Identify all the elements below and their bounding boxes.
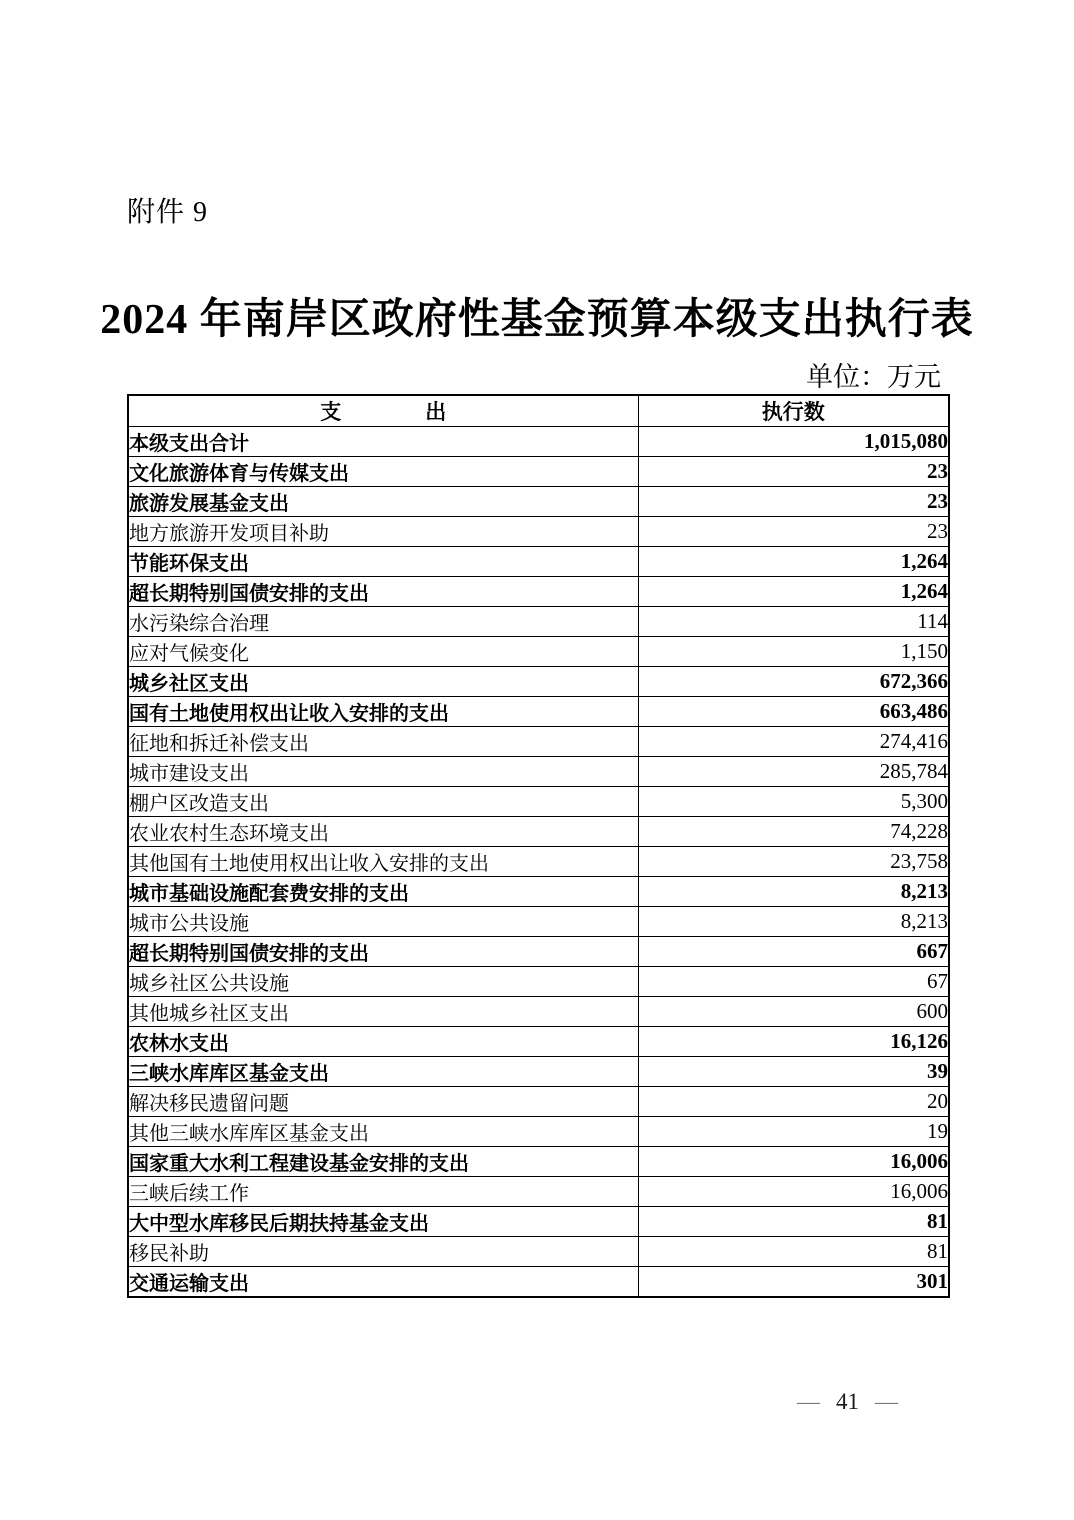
execution-amount: 1,264 bbox=[638, 577, 949, 607]
execution-amount: 81 bbox=[638, 1207, 949, 1237]
page-title: 2024 年南岸区政府性基金预算本级支出执行表 bbox=[100, 297, 974, 343]
expenditure-item-label: 其他城乡社区支出 bbox=[128, 997, 638, 1027]
unit-label: 单位：万元 bbox=[806, 362, 941, 392]
table-row bbox=[128, 1177, 949, 1207]
execution-amount: 23 bbox=[638, 457, 949, 487]
expenditure-item-label: 本级支出合计 bbox=[128, 427, 638, 457]
expenditure-item-label: 水污染综合治理 bbox=[128, 607, 638, 637]
expenditure-item-label: 城乡社区公共设施 bbox=[128, 967, 638, 997]
table-row bbox=[128, 907, 949, 937]
execution-amount: 285,784 bbox=[638, 757, 949, 787]
expenditure-item-label: 解决移民遗留问题 bbox=[128, 1087, 638, 1117]
page-number bbox=[797, 1389, 898, 1415]
table-row bbox=[128, 967, 949, 997]
table-row bbox=[128, 847, 949, 877]
page-number-value: 41 bbox=[836, 1389, 859, 1414]
expenditure-item-label: 城乡社区支出 bbox=[128, 667, 638, 697]
attachment-label: 附件 9 bbox=[127, 197, 209, 228]
column-header-execution: 执行数 bbox=[638, 395, 949, 427]
execution-amount: 114 bbox=[638, 607, 949, 637]
budget-table bbox=[127, 394, 950, 1298]
expenditure-item-label: 城市公共设施 bbox=[128, 907, 638, 937]
expenditure-item-label: 其他国有土地使用权出让收入安排的支出 bbox=[128, 847, 638, 877]
table-header-row bbox=[128, 395, 949, 427]
execution-amount: 81 bbox=[638, 1237, 949, 1267]
table-row bbox=[128, 577, 949, 607]
expenditure-item-label: 征地和拆迁补偿支出 bbox=[128, 727, 638, 757]
table-row bbox=[128, 607, 949, 637]
execution-amount: 5,300 bbox=[638, 787, 949, 817]
table-row bbox=[128, 547, 949, 577]
table-row bbox=[128, 937, 949, 967]
expenditure-item-label: 大中型水库移民后期扶持基金支出 bbox=[128, 1207, 638, 1237]
table-row bbox=[128, 667, 949, 697]
table-row bbox=[128, 517, 949, 547]
execution-amount: 16,006 bbox=[638, 1177, 949, 1207]
table-row bbox=[128, 1087, 949, 1117]
execution-amount: 600 bbox=[638, 997, 949, 1027]
table-row bbox=[128, 427, 949, 457]
page-number-dash-right: — bbox=[875, 1389, 898, 1414]
table-row bbox=[128, 1117, 949, 1147]
execution-amount: 19 bbox=[638, 1117, 949, 1147]
execution-amount: 67 bbox=[638, 967, 949, 997]
table-row bbox=[128, 997, 949, 1027]
table-row bbox=[128, 637, 949, 667]
expenditure-item-label: 城市基础设施配套费安排的支出 bbox=[128, 877, 638, 907]
execution-amount: 20 bbox=[638, 1087, 949, 1117]
table-row bbox=[128, 787, 949, 817]
expenditure-item-label: 超长期特别国债安排的支出 bbox=[128, 937, 638, 967]
expenditure-item-label: 国有土地使用权出让收入安排的支出 bbox=[128, 697, 638, 727]
execution-amount: 1,150 bbox=[638, 637, 949, 667]
page-number-dash-left: — bbox=[797, 1389, 820, 1414]
execution-amount: 16,126 bbox=[638, 1027, 949, 1057]
column-header-expenditure: 支 出 bbox=[128, 395, 638, 427]
execution-amount: 667 bbox=[638, 937, 949, 967]
execution-amount: 39 bbox=[638, 1057, 949, 1087]
execution-amount: 23,758 bbox=[638, 847, 949, 877]
execution-amount: 23 bbox=[638, 517, 949, 547]
table-row bbox=[128, 877, 949, 907]
table-row bbox=[128, 1207, 949, 1237]
expenditure-item-label: 节能环保支出 bbox=[128, 547, 638, 577]
execution-amount: 74,228 bbox=[638, 817, 949, 847]
table-row bbox=[128, 727, 949, 757]
expenditure-item-label: 应对气候变化 bbox=[128, 637, 638, 667]
table-row bbox=[128, 1267, 949, 1298]
expenditure-item-label: 其他三峡水库库区基金支出 bbox=[128, 1117, 638, 1147]
expenditure-item-label: 旅游发展基金支出 bbox=[128, 487, 638, 517]
expenditure-item-label: 文化旅游体育与传媒支出 bbox=[128, 457, 638, 487]
expenditure-item-label: 地方旅游开发项目补助 bbox=[128, 517, 638, 547]
execution-amount: 301 bbox=[638, 1267, 949, 1298]
table-row bbox=[128, 757, 949, 787]
expenditure-item-label: 棚户区改造支出 bbox=[128, 787, 638, 817]
execution-amount: 1,015,080 bbox=[638, 427, 949, 457]
expenditure-item-label: 超长期特别国债安排的支出 bbox=[128, 577, 638, 607]
table-row bbox=[128, 1027, 949, 1057]
execution-amount: 23 bbox=[638, 487, 949, 517]
table-row bbox=[128, 697, 949, 727]
expenditure-item-label: 农业农村生态环境支出 bbox=[128, 817, 638, 847]
expenditure-item-label: 交通运输支出 bbox=[128, 1267, 638, 1298]
table-row bbox=[128, 1237, 949, 1267]
execution-amount: 274,416 bbox=[638, 727, 949, 757]
execution-amount: 8,213 bbox=[638, 907, 949, 937]
table-row bbox=[128, 1057, 949, 1087]
expenditure-item-label: 三峡水库库区基金支出 bbox=[128, 1057, 638, 1087]
expenditure-item-label: 国家重大水利工程建设基金安排的支出 bbox=[128, 1147, 638, 1177]
expenditure-item-label: 移民补助 bbox=[128, 1237, 638, 1267]
expenditure-item-label: 农林水支出 bbox=[128, 1027, 638, 1057]
execution-amount: 663,486 bbox=[638, 697, 949, 727]
execution-amount: 1,264 bbox=[638, 547, 949, 577]
table-body bbox=[128, 427, 949, 1298]
execution-amount: 16,006 bbox=[638, 1147, 949, 1177]
table-row bbox=[128, 817, 949, 847]
expenditure-item-label: 城市建设支出 bbox=[128, 757, 638, 787]
table-row bbox=[128, 487, 949, 517]
table-row bbox=[128, 1147, 949, 1177]
execution-amount: 8,213 bbox=[638, 877, 949, 907]
expenditure-item-label: 三峡后续工作 bbox=[128, 1177, 638, 1207]
execution-amount: 672,366 bbox=[638, 667, 949, 697]
table-row bbox=[128, 457, 949, 487]
